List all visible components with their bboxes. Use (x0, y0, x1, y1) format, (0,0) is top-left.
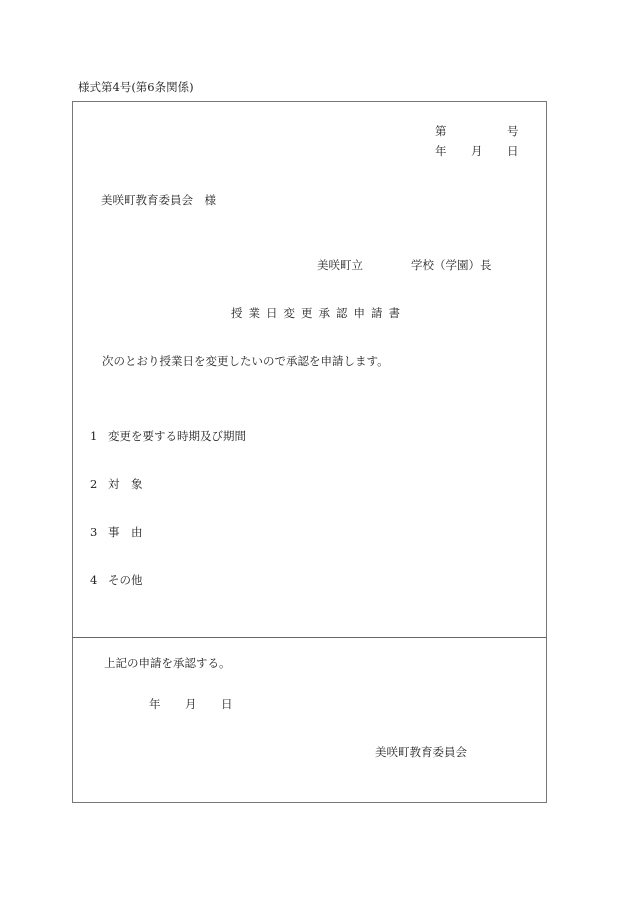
date-day: 日 (507, 144, 519, 158)
approval-signer: 美咲町教育委員会 (375, 745, 467, 759)
item-label: 対 象 (108, 477, 143, 491)
applicant-prefix: 美咲町立 (317, 258, 363, 272)
addressee: 美咲町教育委員会 様 (101, 193, 216, 207)
item-number: 4 (90, 573, 98, 587)
approval-month: 月 (185, 697, 197, 711)
item-label: 事 由 (108, 525, 143, 539)
approval-day: 日 (221, 697, 233, 711)
item-number: 3 (90, 525, 98, 539)
number-prefix: 第 (435, 124, 447, 138)
date-year: 年 (435, 144, 447, 158)
form-label: 様式第4号(第6条関係) (78, 80, 194, 94)
body-text: 次のとおり授業日を変更したいので承認を申請します。 (102, 354, 389, 368)
item-label: その他 (108, 573, 143, 587)
number-suffix: 号 (507, 124, 519, 138)
document-title: 授業日変更承認申請書 (231, 306, 406, 320)
approval-text: 上記の申請を承認する。 (104, 656, 231, 670)
date-month: 月 (471, 144, 483, 158)
applicant-suffix: 学校（学園）長 (411, 258, 492, 272)
item-label: 変更を要する時期及び期間 (108, 429, 246, 443)
section-divider (72, 637, 547, 638)
item-number: 1 (90, 429, 98, 443)
approval-year: 年 (149, 697, 161, 711)
item-number: 2 (90, 477, 98, 491)
